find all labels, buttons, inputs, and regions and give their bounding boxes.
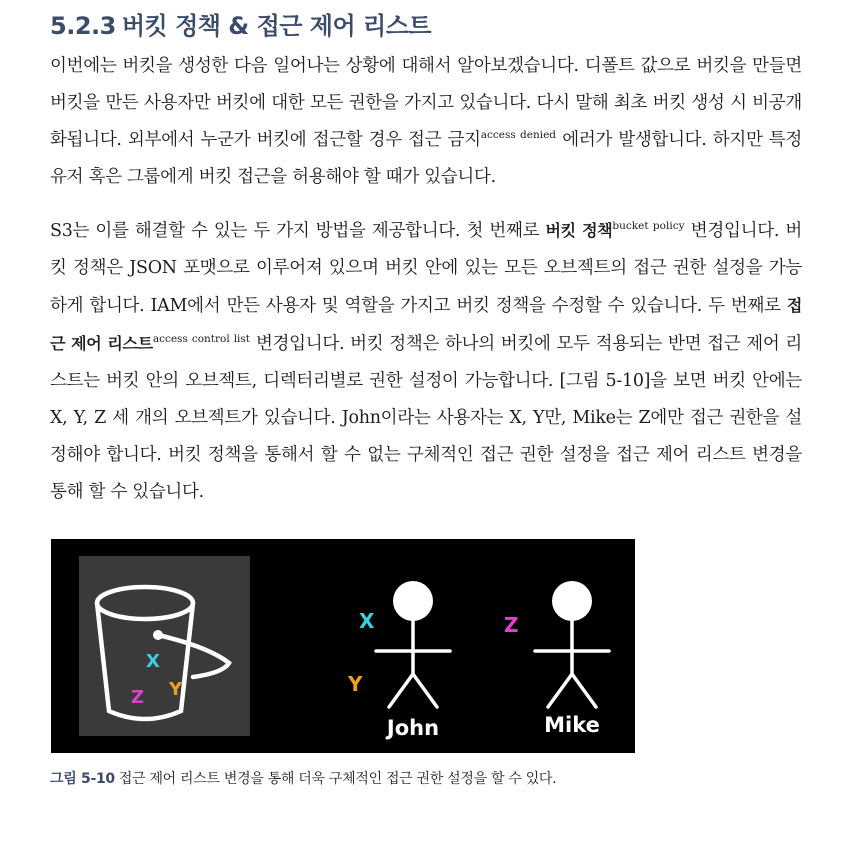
bucket-object-y: Y — [169, 679, 183, 700]
bucket-panel — [79, 556, 250, 736]
gloss-bucket-policy: bucket policy — [612, 220, 685, 232]
section-title: 버킷 정책 & 접근 제어 리스트 — [121, 12, 432, 40]
mike-label: Mike — [544, 713, 600, 737]
caption-text: 접근 제어 리스트 변경을 통해 더욱 구체적인 접근 권한 설정을 할 수 있다. — [118, 771, 557, 787]
mike-object-z: Z — [504, 613, 519, 637]
mike-head — [552, 581, 592, 621]
figure-illustration — [51, 539, 635, 753]
figure-acl-diagram — [51, 539, 635, 753]
john-head — [393, 581, 433, 621]
john-figure — [347, 581, 450, 740]
paragraph-text: S3는 이를 해결할 수 있는 두 가지 방법을 제공합니다. 첫 번째로 — [50, 221, 546, 241]
term-access-control-list: 접근 제어 리스트 — [50, 296, 802, 353]
gloss-access-control-list: access control list — [152, 333, 251, 345]
paragraph-text: 변경입니다. 버킷 정책은 JSON 포맷으로 이루어져 있으며 버킷 안에 있는 모든 오브젝트의 접근 권한 설정을 가능하게 합니다. IAM에서 만든 사용자 및 역할을 가지고 버킷 정책을 수정할 수 있습니다. 두 번째로 — [50, 221, 802, 316]
paragraph-text: 변경입니다. 버킷 정책은 하나의 버킷에 모두 적용되는 반면 접근 제어 리스트는 버킷 안의 오브젝트, 디렉터리별로 권한 설정이 가능합니다. [그림 5-10]을 보면 버킷 안에는 X, Y, Z 세 개의 오브젝트가 있습니다. John이라는 사용자는 X, Y만, Mike는 Z에만 접근 권한을 설정해야 합니다. 버킷 정책을 통해서 할 수 없는 구체적인 접근 권한 설정을 접근 제어 리스트 변경을 통해 할 수 있습니다. — [50, 334, 802, 502]
gloss-access-denied: access denied — [480, 129, 556, 141]
paragraph-methods — [50, 212, 802, 511]
john-label: John — [386, 716, 440, 740]
john-object-x: X — [359, 609, 375, 633]
section-number: 5.2.3 — [50, 12, 116, 40]
paragraph-text: 이번에는 버킷을 생성한 다음 일어나는 상황에 대해서 알아보겠습니다. 디폴트 값으로 버킷을 만들면 버킷을 만든 사용자만 버킷에 대한 모든 권한을 가지고 있습니다. 다시 말해 최초 버킷 생성 시 비공개화됩니다. 외부에서 누군가 버킷에 접근할 경우 접근 금지 — [50, 56, 802, 150]
paragraph-intro — [50, 48, 802, 196]
bucket-object-x: X — [146, 651, 160, 672]
mike-figure — [504, 581, 609, 737]
caption-label: 그림 5-10 — [50, 771, 115, 787]
section-heading — [50, 6, 431, 41]
figure-caption — [50, 768, 556, 788]
paragraph-text: 에러가 발생합니다. 하지만 특정 유저 혹은 그룹에게 버킷 접근을 허용해야 할 때가 있습니다. — [50, 130, 802, 187]
bucket-handle-pin — [153, 630, 163, 640]
term-bucket-policy: 버킷 정책 — [545, 221, 613, 240]
john-object-y: Y — [348, 672, 363, 696]
bucket-object-z: Z — [131, 687, 145, 708]
